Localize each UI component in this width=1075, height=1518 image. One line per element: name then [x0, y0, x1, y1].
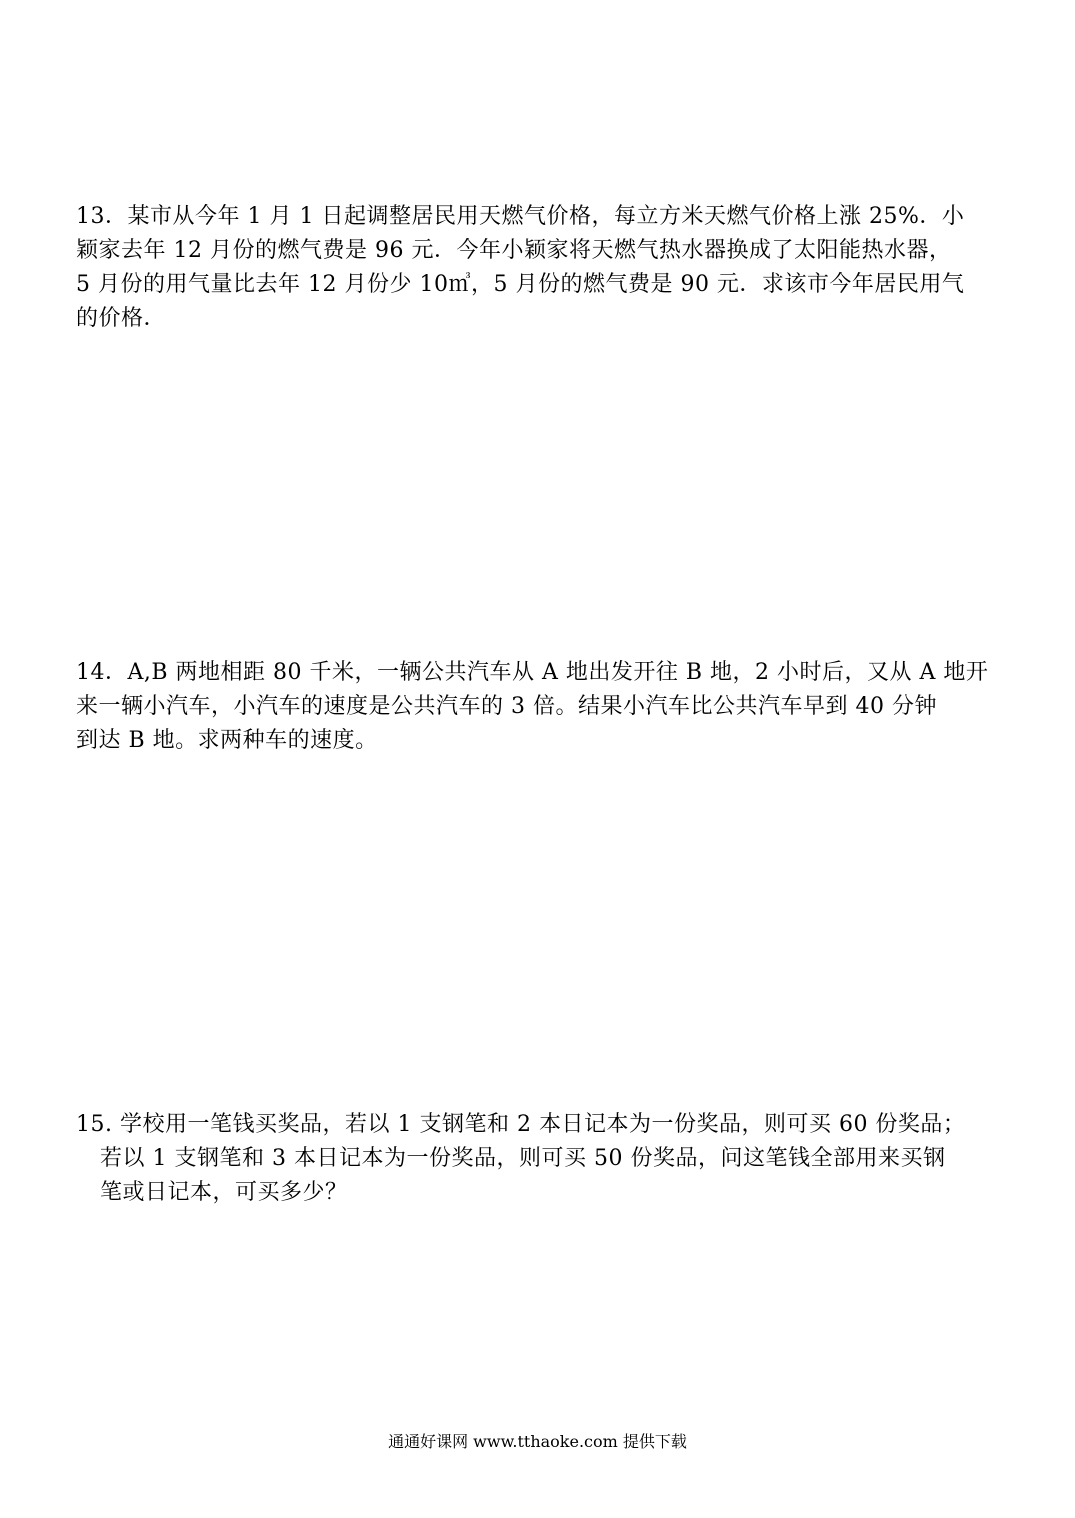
problem-14-line-2: 来一辆小汽车，小汽车的速度是公共汽车的 3 倍。结果小汽车比公共汽车早到 40 分钟	[76, 694, 937, 719]
problem-14	[76, 656, 1016, 758]
problem-14-line-1: 14．A,B 两地相距 80 千米，一辆公共汽车从 A 地出发开往 B 地，2 小时后，又从 A 地开	[76, 660, 989, 685]
problem-15-line-2: 若以 1 支钢笔和 3 本日记本为一份奖品，则可买 50 份奖品，问这笔钱全部用来买钢	[100, 1146, 946, 1171]
problem-15-line-3: 笔或日记本，可买多少？	[100, 1180, 348, 1205]
problem-14-line-3: 到达 B 地。求两种车的速度。	[76, 728, 378, 753]
problem-15	[76, 1108, 1016, 1210]
problem-13	[76, 200, 1016, 336]
page-footer: 通通好课网 www.tthaoke.com 提供下载	[388, 1432, 687, 1451]
problem-13-line-2: 颖家去年 12 月份的燃气费是 96 元．今年小颖家将天燃气热水器换成了太阳能热水器，	[76, 238, 952, 263]
problem-15-line-1: 15. 学校用一笔钱买奖品，若以 1 支钢笔和 2 本日记本为一份奖品，则可买 60 份奖品；	[76, 1112, 966, 1137]
problem-13-line-1: 13．某市从今年 1 月 1 日起调整居民用天燃气价格，每立方米天燃气价格上涨 25%．小	[76, 204, 965, 229]
problem-13-line-4: 的价格．	[76, 306, 167, 331]
problem-13-line-3: 5 月份的用气量比去年 12 月份少 10㎥，5 月份的燃气费是 90 元．求该市今年居民用气	[76, 272, 965, 297]
